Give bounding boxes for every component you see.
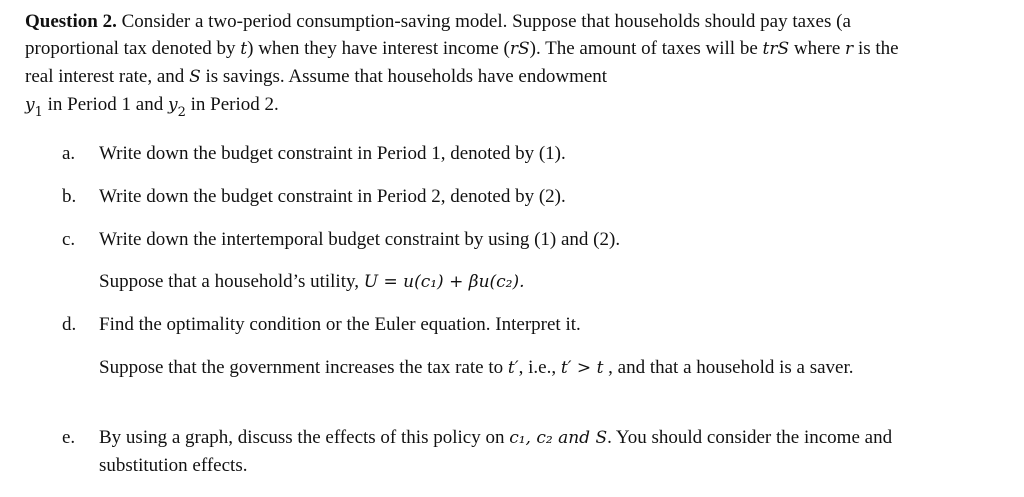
item-c-text: Write down the intertemporal budget constraint by using (1) and (2). (99, 229, 621, 250)
item-b-letter: b. (62, 186, 77, 207)
question-label: Question 2. (25, 11, 117, 32)
intro-text-3: ). The amount of taxes will be (529, 38, 763, 59)
policy-text-2: , i.e., (518, 357, 561, 378)
endowment-y1: $y_1$ (25, 95, 43, 120)
tax-amount-symbol: trS (762, 39, 790, 59)
interest-rate-symbol: r (845, 39, 854, 59)
new-tax-symbol: t′ (507, 358, 519, 378)
utility-text: Suppose that a household’s utility, (99, 271, 364, 292)
tax-inequality: t′ > t (560, 358, 604, 378)
intro-text-2: ) when they have interest income ( (247, 38, 510, 59)
item-e-variables: c₁, c₂ and S (509, 428, 608, 448)
interest-income-symbol: rS (509, 39, 530, 59)
intro-text-7: in Period 1 and (42, 94, 168, 115)
tax-symbol: t (240, 39, 248, 59)
utility-formula: U = u(c₁) + βu(c₂). (363, 272, 525, 292)
intro-text-1: Consider a two-period consumption-saving model. Suppose that households should pay taxes (a proportional tax denoted by (25, 11, 851, 59)
item-d-letter: d. (62, 314, 77, 335)
item-a-text: Write down the budget constraint in Period 1, denoted by (1). (99, 143, 566, 164)
policy-statement (99, 354, 919, 382)
item-d-text: Find the optimality condition or the Euler equation. Interpret it. (99, 314, 581, 335)
endowment-y2: $y_2$ (167, 95, 186, 120)
policy-text-3: , and that a household is a saver. (603, 357, 854, 378)
item-e-text: By using a graph, discuss the effects of this policy on c₁, c₂ and S. You should consider the income and substitution effects. (99, 427, 893, 476)
item-c-letter: c. (62, 229, 76, 250)
savings-symbol: S (189, 67, 201, 87)
utility-statement (99, 268, 919, 296)
intro-text-8: in Period 2. (185, 94, 279, 115)
intro-text-6: is savings. Assume that households have endowment (200, 66, 608, 87)
intro-text-5: is the real interest rate, and (25, 38, 899, 87)
intro-text-4: where (789, 38, 846, 59)
item-b-text: Write down the budget constraint in Period 2, denoted by (2). (99, 186, 566, 207)
item-e-letter: e. (62, 427, 76, 448)
policy-text-1: Suppose that the government increases the tax rate to (99, 357, 508, 378)
item-a-letter: a. (62, 143, 76, 164)
question-intro (25, 8, 925, 120)
